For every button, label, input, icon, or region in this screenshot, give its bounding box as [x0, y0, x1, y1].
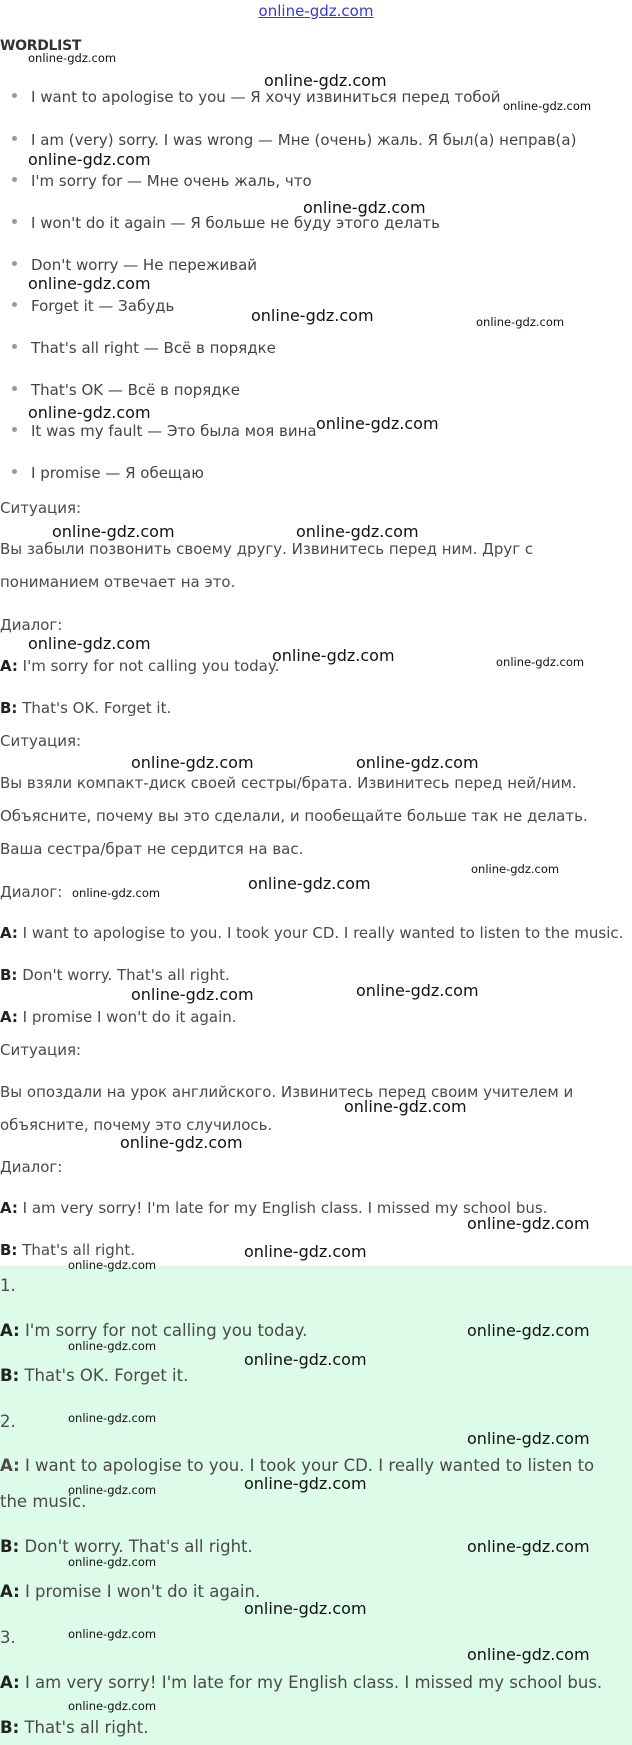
watermark: online-gdz.com — [248, 874, 371, 893]
bullet-icon — [12, 177, 17, 182]
bullet-icon — [12, 344, 17, 349]
dialog-line-text: I am very sorry! I'm late for my English class. I missed my school bus. — [22, 1199, 548, 1217]
watermark: online-gdz.com — [356, 981, 479, 1000]
watermark: online-gdz.com — [303, 198, 426, 217]
speaker-label: A: — [0, 1673, 20, 1692]
watermark: online-gdz.com — [131, 753, 254, 772]
site-link[interactable]: online-gdz.com — [258, 2, 374, 20]
situation-label: Ситуация: — [0, 1041, 82, 1059]
watermark: online-gdz.com — [503, 99, 592, 113]
speaker-label: A: — [0, 1321, 20, 1340]
dialog-line-text: That's OK. Forget it. — [22, 699, 172, 717]
situation-text: Вы забыли позвонить своему другу. Извинитесь перед ним. Друг с пониманием отвечает на это. — [0, 540, 534, 591]
watermark: online-gdz.com — [72, 886, 161, 900]
answer-line-text: That's OK. Forget it. — [24, 1366, 189, 1385]
watermark: online-gdz.com — [356, 753, 479, 772]
bullet-icon — [12, 386, 17, 391]
answer-line-text: I want to apologise to you. I took your CD. I really wanted to listen to the music. — [0, 1456, 595, 1511]
wordlist-item — [12, 254, 257, 276]
watermark: online-gdz.com — [68, 1555, 157, 1569]
wordlist-item — [12, 86, 501, 108]
watermark: online-gdz.com — [131, 985, 254, 1004]
dialog-label: Диалог: — [0, 616, 63, 634]
wordlist-item-text: Forget it — Забудь — [31, 297, 175, 315]
dialog-line — [0, 1197, 547, 1219]
wordlist-item-text: I am (very) sorry. I was wrong — Мне (очень) жаль. Я был(а) неправ(а) — [31, 131, 577, 149]
watermark: online-gdz.com — [28, 51, 117, 65]
watermark: online-gdz.com — [68, 1411, 157, 1425]
watermark: online-gdz.com — [68, 1483, 157, 1497]
watermark: online-gdz.com — [471, 862, 560, 876]
speaker-label: B: — [0, 966, 18, 984]
dialog-line-text: I want to apologise to you. I took your CD. I really wanted to listen to the music. — [22, 924, 624, 942]
dialog-line-text: Don't worry. That's all right. — [22, 966, 230, 984]
speaker-label: B: — [0, 699, 18, 717]
watermark: online-gdz.com — [467, 1429, 590, 1448]
answer-line — [0, 1580, 260, 1604]
watermark: online-gdz.com — [251, 306, 374, 325]
speaker-label: B: — [0, 1366, 20, 1385]
wordlist-item-text: That's OK — Всё в порядке — [31, 381, 240, 399]
speaker-label: A: — [0, 1199, 18, 1217]
watermark: online-gdz.com — [52, 522, 175, 541]
watermark: online-gdz.com — [316, 414, 439, 433]
answer-line-text: Don't worry. That's all right. — [24, 1537, 253, 1556]
watermark: online-gdz.com — [28, 403, 151, 422]
speaker-label: A: — [0, 1582, 20, 1601]
dialog-label: Диалог: — [0, 883, 63, 901]
watermark: online-gdz.com — [28, 150, 151, 169]
answer-line-text: That's all right. — [24, 1718, 149, 1737]
wordlist-item-text: I won't do it again — Я больше не буду этого делать — [31, 214, 440, 232]
situation-label: Ситуация: — [0, 499, 82, 517]
answer-line-text: I'm sorry for not calling you today. — [24, 1321, 308, 1340]
dialog-line — [0, 1006, 237, 1028]
wordlist-item — [12, 462, 204, 484]
wordlist-item-text: It was my fault — Это была моя вина — [31, 422, 317, 440]
dialog-line-text: That's all right. — [22, 1241, 135, 1259]
watermark: online-gdz.com — [244, 1242, 367, 1261]
wordlist-heading: WORDLIST — [0, 38, 82, 54]
dialog-line — [0, 697, 171, 719]
dialog-line — [0, 655, 279, 677]
watermark: online-gdz.com — [244, 1474, 367, 1493]
watermark: online-gdz.com — [467, 1214, 590, 1233]
watermark: online-gdz.com — [68, 1258, 157, 1272]
watermark: online-gdz.com — [68, 1699, 157, 1713]
watermark: online-gdz.com — [28, 634, 151, 653]
answer-number: 3. — [0, 1628, 16, 1647]
speaker-label: A: — [0, 1008, 18, 1026]
watermark: online-gdz.com — [296, 522, 419, 541]
speaker-label: B: — [0, 1537, 20, 1556]
watermark: online-gdz.com — [272, 646, 395, 665]
dialog-line — [0, 922, 623, 944]
wordlist-item-text: I'm sorry for — Мне очень жаль, что — [31, 172, 312, 190]
watermark: online-gdz.com — [28, 274, 151, 293]
bullet-icon — [12, 261, 17, 266]
watermark: online-gdz.com — [467, 1537, 590, 1556]
bullet-icon — [12, 427, 17, 432]
bullet-icon — [12, 469, 17, 474]
speaker-label: B: — [0, 1718, 20, 1737]
bullet-icon — [12, 302, 17, 307]
situation-label: Ситуация: — [0, 732, 82, 750]
watermark: online-gdz.com — [264, 71, 387, 90]
speaker-label: B: — [0, 1241, 18, 1259]
wordlist-item — [12, 295, 174, 317]
answer-line — [0, 1716, 148, 1740]
speaker-label: A: — [0, 657, 18, 675]
watermark: online-gdz.com — [68, 1339, 157, 1353]
wordlist-item — [12, 129, 576, 151]
watermark: online-gdz.com — [476, 315, 565, 329]
watermark: online-gdz.com — [467, 1321, 590, 1340]
answer-line — [0, 1364, 188, 1388]
situation-text: Вы опоздали на урок английского. Извинитесь перед своим учителем и объясните, почему это случилось. — [0, 1083, 574, 1134]
wordlist-item — [12, 170, 312, 192]
dialog-line — [0, 964, 230, 986]
wordlist-item-text: That's all right — Всё в порядке — [31, 339, 276, 357]
dialog-line-text: I'm sorry for not calling you today. — [22, 657, 280, 675]
answer-number: 1. — [0, 1276, 16, 1295]
bullet-icon — [12, 93, 17, 98]
watermark: online-gdz.com — [244, 1350, 367, 1369]
situation-text: Вы взяли компакт-диск своей сестры/брата. Извинитесь перед ней/ним. Объясните, почему вы это сделали, и пообещайте больше так не делать. Ваша сестра/брат не сердится на вас. — [0, 774, 588, 858]
wordlist-item — [12, 420, 317, 442]
watermark: online-gdz.com — [496, 655, 585, 669]
speaker-label: A: — [0, 1456, 20, 1475]
wordlist-item-text: I want to apologise to you — Я хочу извиниться перед тобой — [31, 88, 501, 106]
wordlist-item — [12, 337, 276, 359]
dialog-line-text: I promise I won't do it again. — [22, 1008, 237, 1026]
bullet-icon — [12, 136, 17, 141]
watermark: online-gdz.com — [120, 1133, 243, 1152]
answer-line — [0, 1671, 602, 1695]
bullet-icon — [12, 219, 17, 224]
wordlist-item-text: Don't worry — Не переживай — [31, 256, 258, 274]
watermark: online-gdz.com — [344, 1097, 467, 1116]
dialog-label: Диалог: — [0, 1158, 63, 1176]
wordlist-item — [12, 379, 240, 401]
watermark: online-gdz.com — [244, 1599, 367, 1618]
wordlist-item-text: I promise — Я обещаю — [31, 464, 204, 482]
speaker-label: A: — [0, 924, 18, 942]
watermark: online-gdz.com — [68, 1627, 157, 1641]
answer-number: 2. — [0, 1412, 16, 1431]
watermark: online-gdz.com — [467, 1645, 590, 1664]
answer-line-text: I am very sorry! I'm late for my English class. I missed my school bus. — [24, 1673, 603, 1692]
answer-line-text: I promise I won't do it again. — [24, 1582, 261, 1601]
